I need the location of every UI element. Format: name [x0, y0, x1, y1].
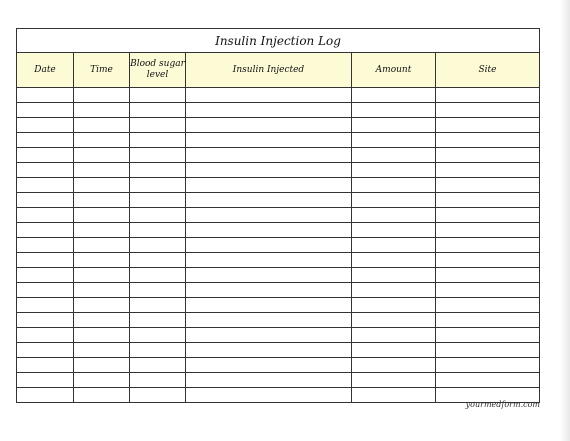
cell-site[interactable] — [436, 163, 540, 178]
cell-date[interactable] — [17, 193, 74, 208]
cell-amount[interactable] — [352, 253, 436, 268]
table-row — [17, 223, 540, 238]
cell-insulin-injected[interactable] — [186, 223, 352, 238]
cell-insulin-injected[interactable] — [186, 358, 352, 373]
cell-blood-sugar[interactable] — [130, 163, 186, 178]
cell-date[interactable] — [17, 343, 74, 358]
cell-site[interactable] — [436, 118, 540, 133]
table-row — [17, 163, 540, 178]
cell-amount[interactable] — [352, 163, 436, 178]
cell-blood-sugar[interactable] — [130, 283, 186, 298]
cell-time[interactable] — [74, 343, 130, 358]
cell-site[interactable] — [436, 298, 540, 313]
cell-date[interactable] — [17, 358, 74, 373]
cell-insulin-injected[interactable] — [186, 283, 352, 298]
insulin-log-table — [16, 28, 540, 403]
cell-amount[interactable] — [352, 343, 436, 358]
cell-site[interactable] — [436, 343, 540, 358]
cell-blood-sugar[interactable] — [130, 193, 186, 208]
cell-time[interactable] — [74, 238, 130, 253]
cell-amount[interactable] — [352, 148, 436, 163]
cell-blood-sugar[interactable] — [130, 238, 186, 253]
cell-time[interactable] — [74, 328, 130, 343]
cell-time[interactable] — [74, 133, 130, 148]
table-row — [17, 253, 540, 268]
cell-amount[interactable] — [352, 388, 436, 403]
cell-amount[interactable] — [352, 193, 436, 208]
cell-time[interactable] — [74, 223, 130, 238]
cell-amount[interactable] — [352, 208, 436, 223]
cell-insulin-injected[interactable] — [186, 178, 352, 193]
cell-amount[interactable] — [352, 268, 436, 283]
cell-amount[interactable] — [352, 133, 436, 148]
table-row — [17, 268, 540, 283]
cell-amount[interactable] — [352, 358, 436, 373]
cell-blood-sugar[interactable] — [130, 313, 186, 328]
cell-amount[interactable] — [352, 88, 436, 103]
cell-time[interactable] — [74, 298, 130, 313]
cell-site[interactable] — [436, 328, 540, 343]
cell-site[interactable] — [436, 238, 540, 253]
form-title: Insulin Injection Log — [17, 29, 540, 53]
cell-blood-sugar[interactable] — [130, 148, 186, 163]
cell-date[interactable] — [17, 238, 74, 253]
cell-site[interactable] — [436, 373, 540, 388]
table-row — [17, 118, 540, 133]
cell-blood-sugar[interactable] — [130, 208, 186, 223]
cell-blood-sugar[interactable] — [130, 328, 186, 343]
cell-date[interactable] — [17, 163, 74, 178]
table-row — [17, 103, 540, 118]
cell-blood-sugar[interactable] — [130, 373, 186, 388]
table-row — [17, 328, 540, 343]
cell-blood-sugar[interactable] — [130, 343, 186, 358]
cell-insulin-injected[interactable] — [186, 268, 352, 283]
cell-insulin-injected[interactable] — [186, 88, 352, 103]
table-row — [17, 283, 540, 298]
cell-insulin-injected[interactable] — [186, 388, 352, 403]
cell-blood-sugar[interactable] — [130, 133, 186, 148]
cell-time[interactable] — [74, 253, 130, 268]
cell-insulin-injected[interactable] — [186, 133, 352, 148]
cell-date[interactable] — [17, 313, 74, 328]
cell-date[interactable] — [17, 283, 74, 298]
cell-blood-sugar[interactable] — [130, 268, 186, 283]
cell-insulin-injected[interactable] — [186, 238, 352, 253]
cell-site[interactable] — [436, 148, 540, 163]
table-row — [17, 373, 540, 388]
cell-time[interactable] — [74, 373, 130, 388]
cell-date[interactable] — [17, 88, 74, 103]
cell-time[interactable] — [74, 268, 130, 283]
page-edge-shadow — [560, 0, 570, 441]
cell-blood-sugar[interactable] — [130, 88, 186, 103]
header-row — [17, 53, 540, 88]
cell-site[interactable] — [436, 283, 540, 298]
cell-time[interactable] — [74, 88, 130, 103]
cell-insulin-injected[interactable] — [186, 298, 352, 313]
cell-site[interactable] — [436, 268, 540, 283]
cell-date[interactable] — [17, 118, 74, 133]
cell-blood-sugar[interactable] — [130, 388, 186, 403]
cell-insulin-injected[interactable] — [186, 208, 352, 223]
cell-site[interactable] — [436, 313, 540, 328]
cell-time[interactable] — [74, 283, 130, 298]
cell-time[interactable] — [74, 358, 130, 373]
cell-site[interactable] — [436, 223, 540, 238]
table-row — [17, 208, 540, 223]
cell-amount[interactable] — [352, 313, 436, 328]
cell-site[interactable] — [436, 103, 540, 118]
cell-date[interactable] — [17, 253, 74, 268]
cell-site[interactable] — [436, 178, 540, 193]
cell-insulin-injected[interactable] — [186, 118, 352, 133]
cell-insulin-injected[interactable] — [186, 163, 352, 178]
table-row — [17, 238, 540, 253]
cell-blood-sugar[interactable] — [130, 103, 186, 118]
cell-time[interactable] — [74, 148, 130, 163]
cell-amount[interactable] — [352, 178, 436, 193]
cell-date[interactable] — [17, 328, 74, 343]
table-row — [17, 313, 540, 328]
cell-date[interactable] — [17, 388, 74, 403]
cell-time[interactable] — [74, 388, 130, 403]
cell-amount[interactable] — [352, 298, 436, 313]
column-header-site: Site — [436, 53, 540, 88]
cell-date[interactable] — [17, 178, 74, 193]
table-row — [17, 148, 540, 163]
cell-insulin-injected[interactable] — [186, 313, 352, 328]
table-row — [17, 88, 540, 103]
cell-amount[interactable] — [352, 328, 436, 343]
cell-date[interactable] — [17, 268, 74, 283]
cell-amount[interactable] — [352, 223, 436, 238]
cell-amount[interactable] — [352, 103, 436, 118]
cell-time[interactable] — [74, 193, 130, 208]
cell-date[interactable] — [17, 148, 74, 163]
cell-time[interactable] — [74, 208, 130, 223]
column-header-time: Time — [74, 53, 130, 88]
column-header-amount: Amount — [352, 53, 436, 88]
table-row — [17, 298, 540, 313]
cell-site[interactable] — [436, 208, 540, 223]
cell-blood-sugar[interactable] — [130, 223, 186, 238]
cell-blood-sugar[interactable] — [130, 253, 186, 268]
cell-time[interactable] — [74, 178, 130, 193]
cell-insulin-injected[interactable] — [186, 103, 352, 118]
cell-date[interactable] — [17, 103, 74, 118]
cell-date[interactable] — [17, 223, 74, 238]
cell-date[interactable] — [17, 208, 74, 223]
cell-site[interactable] — [436, 133, 540, 148]
column-header-insulin-injected: Insulin Injected — [186, 53, 352, 88]
cell-site[interactable] — [436, 358, 540, 373]
title-row — [17, 29, 540, 53]
cell-insulin-injected[interactable] — [186, 373, 352, 388]
table-row — [17, 133, 540, 148]
table-row — [17, 343, 540, 358]
cell-amount[interactable] — [352, 373, 436, 388]
cell-time[interactable] — [74, 118, 130, 133]
footer-site: yourmedform.com — [465, 400, 540, 409]
cell-time[interactable] — [74, 313, 130, 328]
column-header-blood-sugar: Blood sugar level — [130, 53, 186, 88]
cell-amount[interactable] — [352, 238, 436, 253]
cell-time[interactable] — [74, 103, 130, 118]
cell-site[interactable] — [436, 253, 540, 268]
cell-site[interactable] — [436, 193, 540, 208]
cell-insulin-injected[interactable] — [186, 343, 352, 358]
cell-time[interactable] — [74, 163, 130, 178]
cell-insulin-injected[interactable] — [186, 193, 352, 208]
cell-insulin-injected[interactable] — [186, 148, 352, 163]
cell-blood-sugar[interactable] — [130, 118, 186, 133]
cell-blood-sugar[interactable] — [130, 178, 186, 193]
cell-insulin-injected[interactable] — [186, 328, 352, 343]
cell-blood-sugar[interactable] — [130, 298, 186, 313]
cell-site[interactable] — [436, 88, 540, 103]
cell-date[interactable] — [17, 373, 74, 388]
cell-date[interactable] — [17, 298, 74, 313]
table-row — [17, 178, 540, 193]
cell-insulin-injected[interactable] — [186, 253, 352, 268]
cell-blood-sugar[interactable] — [130, 358, 186, 373]
cell-amount[interactable] — [352, 118, 436, 133]
cell-amount[interactable] — [352, 283, 436, 298]
table-row — [17, 358, 540, 373]
column-header-date: Date — [17, 53, 74, 88]
table-row — [17, 193, 540, 208]
cell-date[interactable] — [17, 133, 74, 148]
